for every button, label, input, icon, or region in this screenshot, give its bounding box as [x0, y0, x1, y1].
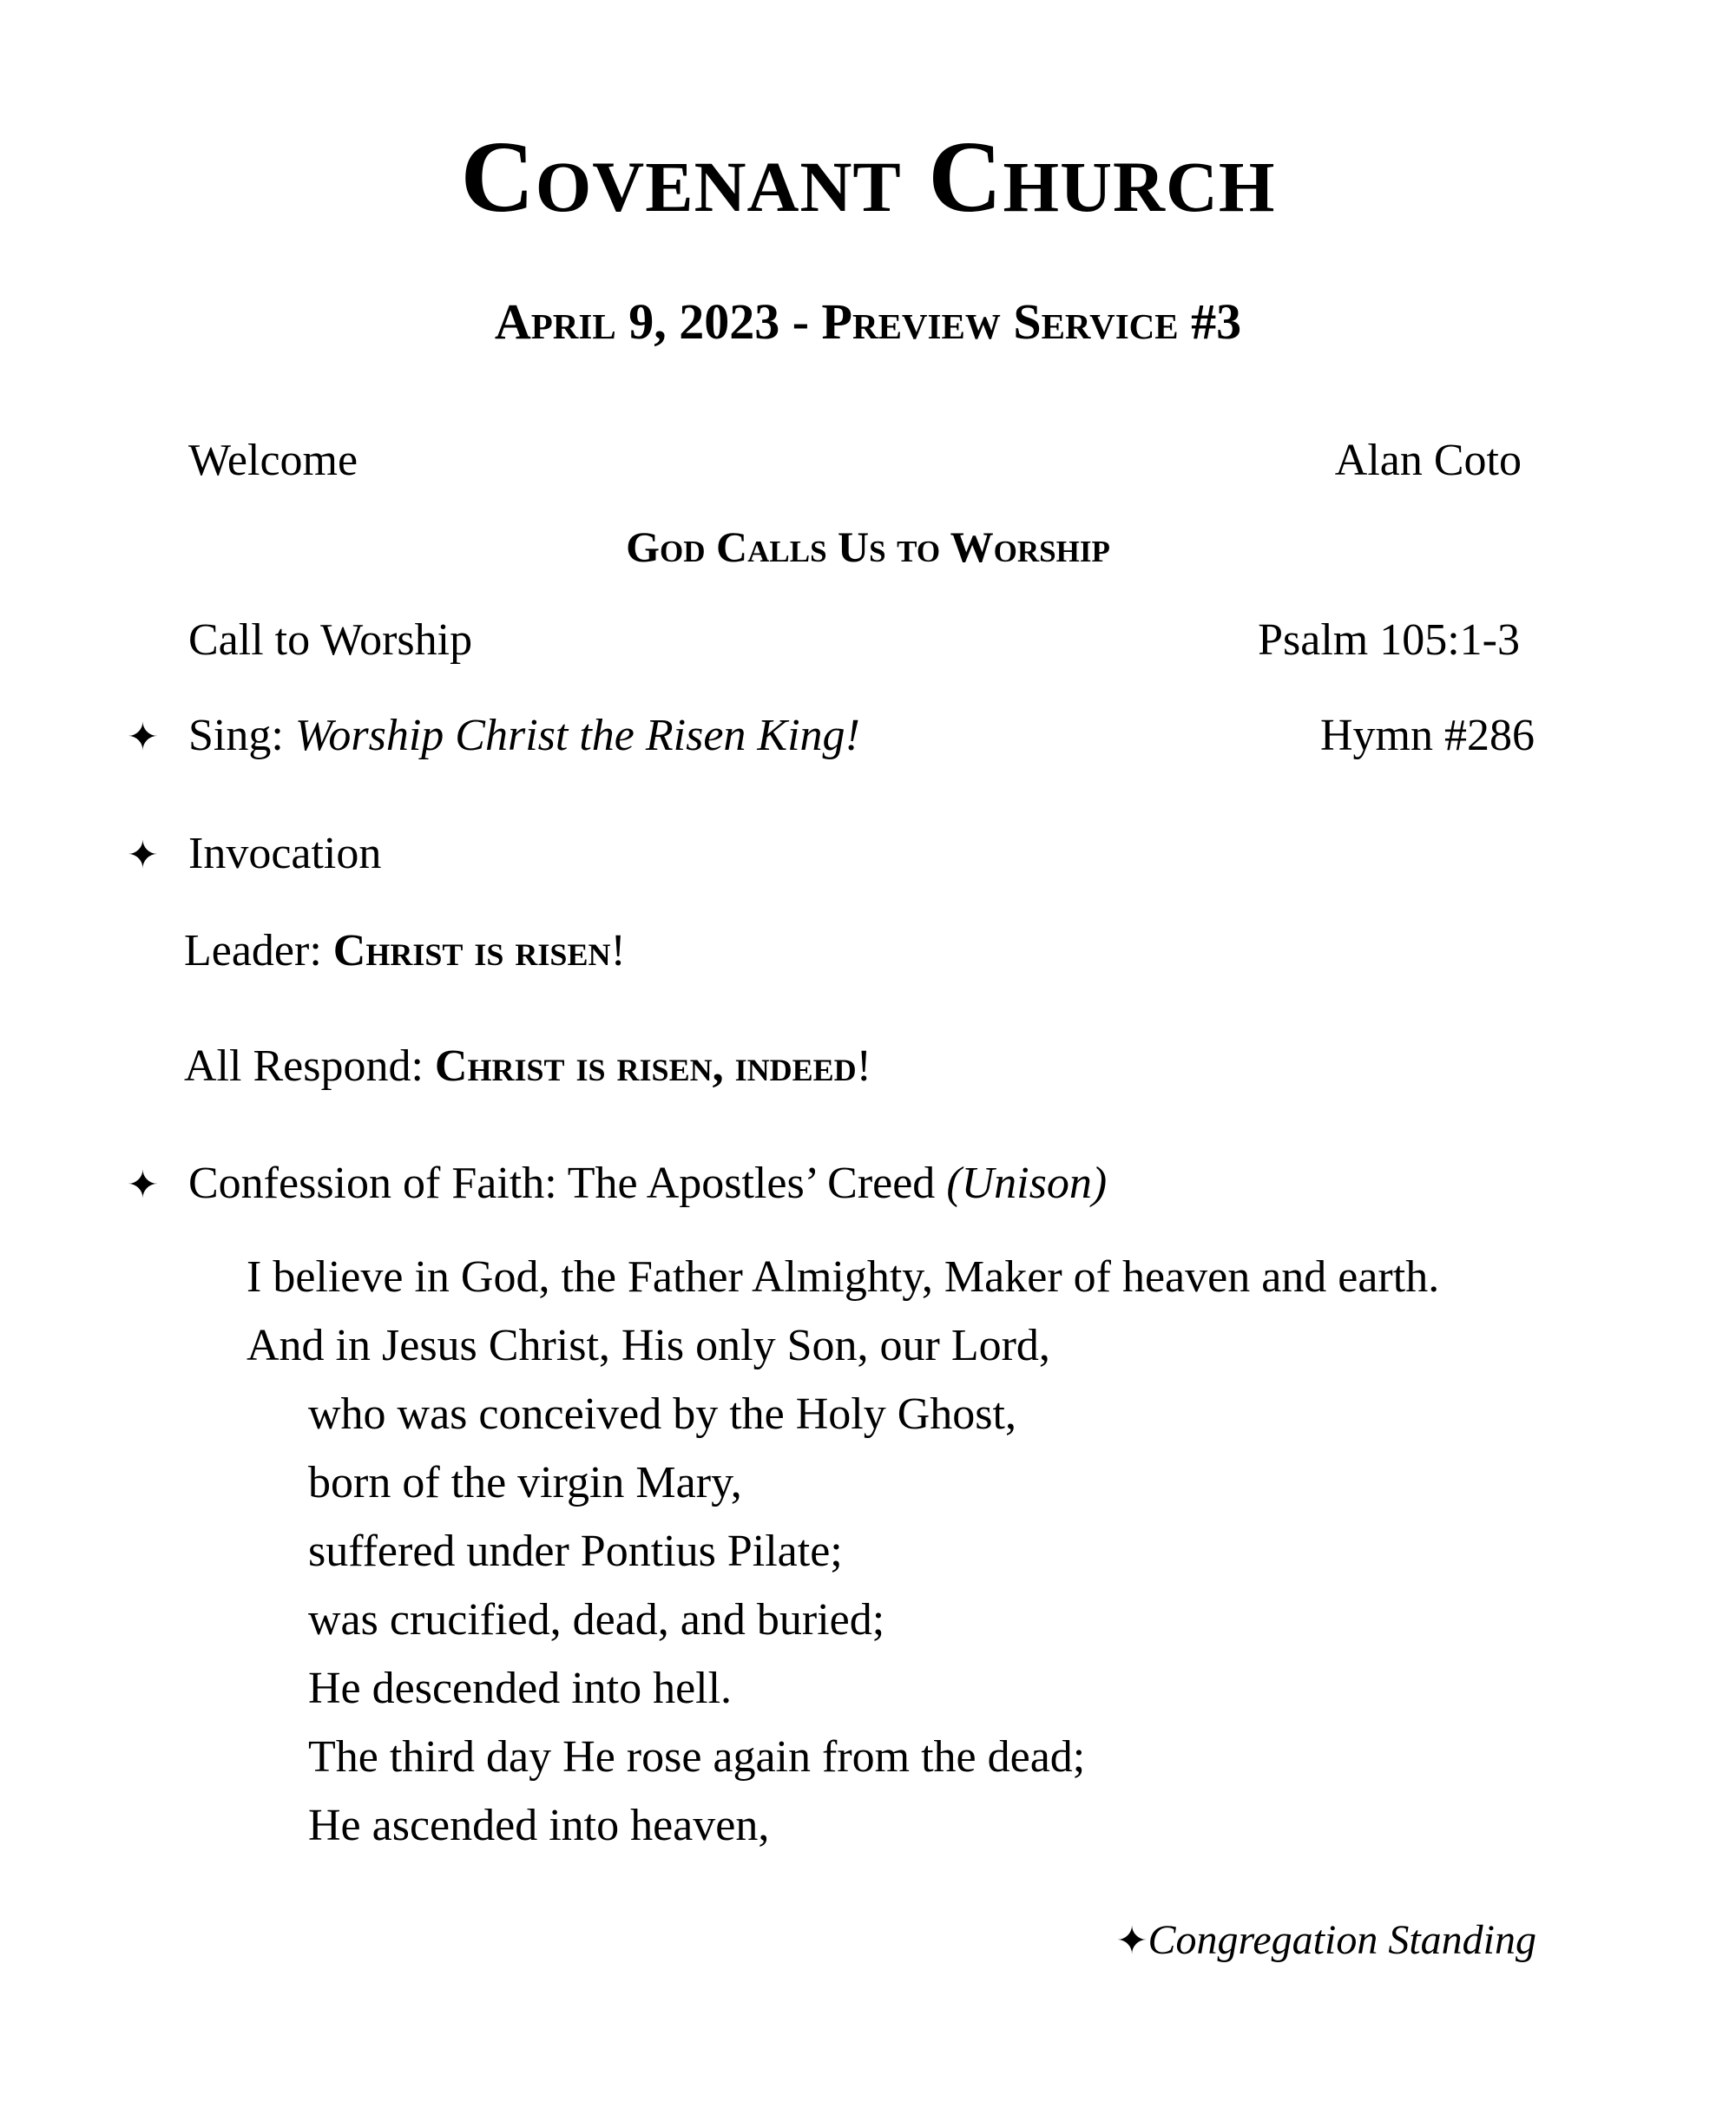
section-heading: God Calls Us to Worship — [626, 522, 1110, 571]
leader-text: Christ is risen — [332, 926, 611, 975]
confession-note: (Unison) — [946, 1159, 1108, 1208]
standing-star-icon: ✦ — [127, 833, 159, 877]
leader-prefix: Leader: — [184, 926, 333, 975]
leader-line — [184, 926, 626, 975]
response-line — [184, 1041, 871, 1091]
standing-star-icon: ✦ — [127, 715, 159, 759]
response-prefix: All Respond: — [184, 1041, 435, 1091]
creed-line: suffered under Pontius Pilate; — [308, 1527, 843, 1576]
hymn-title: Worship Christ the Risen King! — [294, 711, 860, 760]
creed-line: born of the virgin Mary, — [308, 1458, 742, 1507]
creed-line: The third day He rose again from the dead; — [308, 1732, 1086, 1782]
confession-line — [188, 1161, 1107, 1206]
creed-line: And in Jesus Christ, His only Son, our Lord, — [247, 1321, 1050, 1370]
hymn-reference: Hymn #286 — [1320, 711, 1535, 760]
sing-line — [188, 713, 860, 758]
creed-line: He descended into hell. — [308, 1664, 733, 1713]
service-title: April 9, 2023 - Preview Service #3 — [494, 293, 1242, 350]
welcome-leader: Alan Coto — [1334, 436, 1522, 485]
church-name: Covenant Church — [460, 120, 1276, 233]
standing-legend — [1115, 1917, 1536, 1963]
creed-line: He ascended into heaven, — [308, 1801, 770, 1850]
response-suffix: ! — [856, 1041, 871, 1091]
creed-line: who was conceived by the Holy Ghost, — [308, 1389, 1016, 1439]
standing-star-icon: ✦ — [1115, 1919, 1148, 1963]
standing-star-icon: ✦ — [127, 1163, 159, 1207]
sing-prefix: Sing: — [188, 711, 295, 760]
call-to-worship-label: Call to Worship — [188, 615, 473, 665]
creed-line: was crucified, dead, and buried; — [308, 1595, 885, 1645]
invocation-label: Invocation — [188, 829, 382, 878]
confession-label: Confession of Faith: The Apostles’ Creed — [188, 1159, 947, 1208]
legend-text: Congregation Standing — [1147, 1917, 1536, 1963]
response-text: Christ is risen, indeed — [434, 1041, 857, 1091]
welcome-label: Welcome — [188, 436, 358, 485]
leader-suffix: ! — [610, 926, 626, 975]
call-to-worship-reference: Psalm 105:1-3 — [1258, 615, 1520, 665]
creed-line: I believe in God, the Father Almighty, Maker of heaven and earth. — [247, 1252, 1440, 1302]
